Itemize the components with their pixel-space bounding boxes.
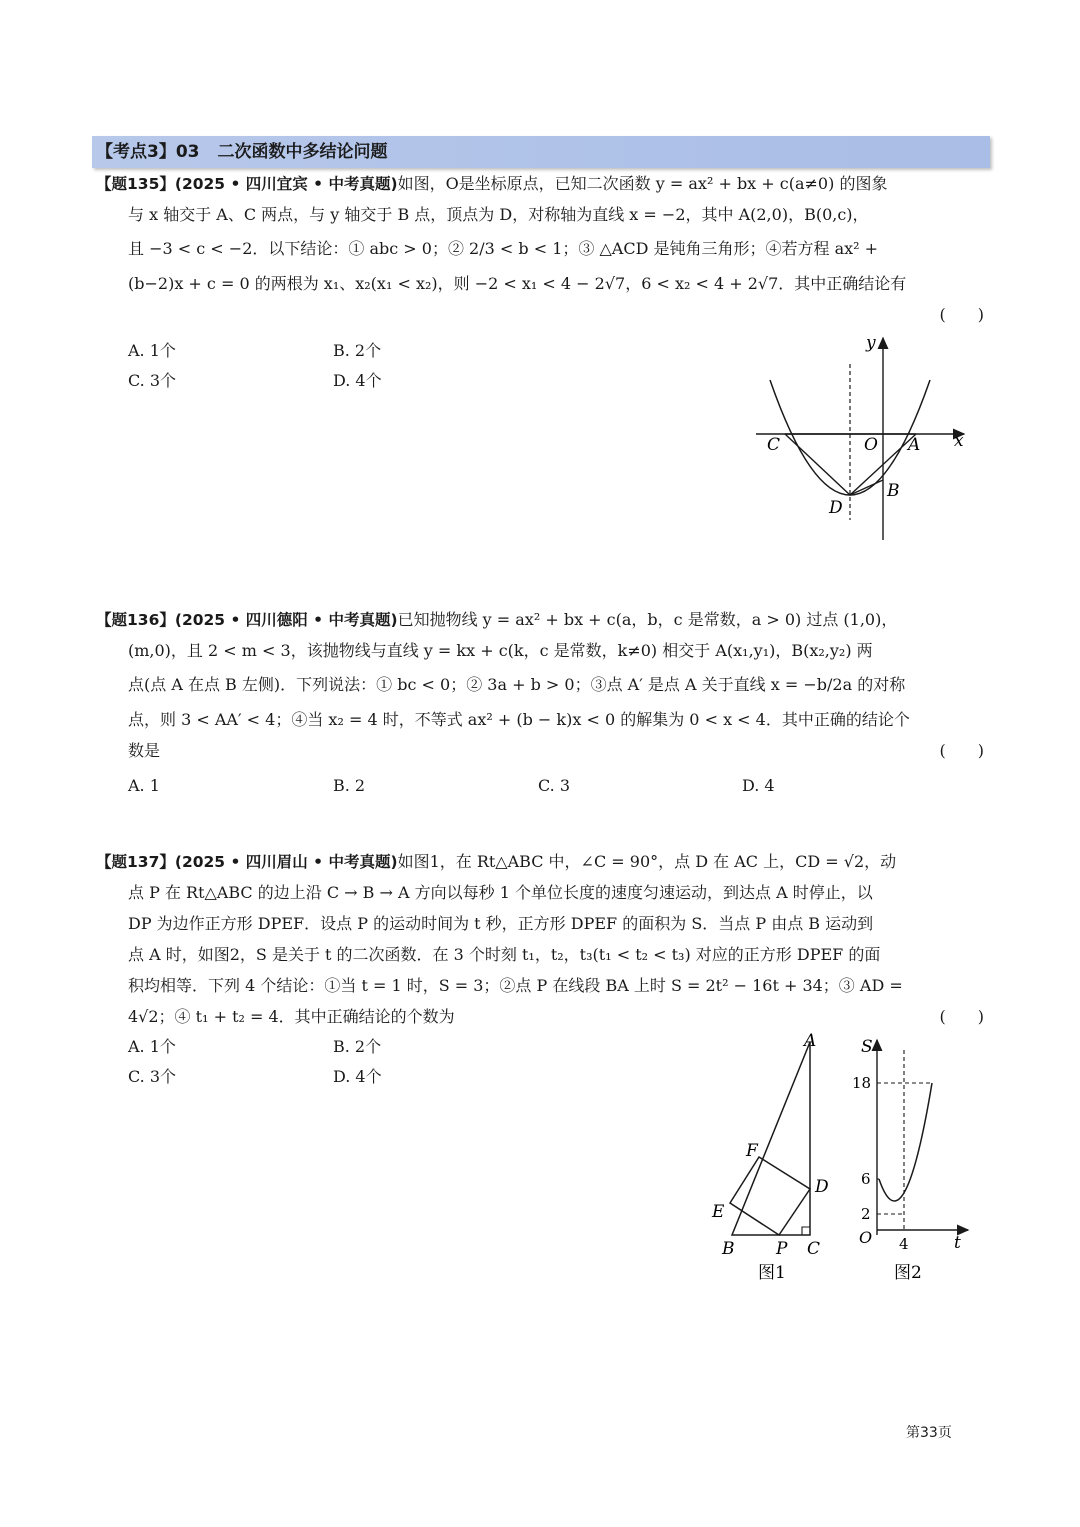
- fig2-label-o: O: [859, 1228, 873, 1247]
- q137-line-3: DP 为边作正方形 DPEF．设点 P 的运动时间为 t 秒，正方形 DPEF 的面积为 S．当点 P 由点 B 运动到: [128, 914, 874, 933]
- label-d: D: [829, 498, 843, 518]
- label-b: B: [887, 481, 900, 501]
- fig2-label-6: 6: [861, 1170, 871, 1188]
- label-y: y: [866, 333, 876, 353]
- fig1-label-a: A: [804, 1031, 817, 1051]
- q135-line-1: 【题135】(2025 • 四川宜宾 • 中考真题)如图，O是坐标原点，已知二次函数 y = ax² + bx + c(a≠0) 的图象: [96, 174, 888, 193]
- q135-tag: 【题135】(2025 • 四川宜宾 • 中考真题): [96, 175, 398, 193]
- fig1-label-f: F: [746, 1141, 758, 1161]
- q137-figure-2: [846, 1030, 976, 1285]
- q136-line-5: 数是 ( ): [96, 735, 984, 766]
- fig1-label-b: B: [722, 1239, 735, 1259]
- fig1-caption: 图1: [758, 1263, 786, 1283]
- q137-option-c[interactable]: C. 3个: [128, 1067, 177, 1086]
- q137-option-a[interactable]: A. 1个: [128, 1037, 176, 1056]
- fig2-caption: 图2: [894, 1263, 922, 1283]
- q136-option-a[interactable]: A. 1: [128, 776, 160, 795]
- q137-tag: 【题137】(2025 • 四川眉山 • 中考真题): [96, 853, 398, 871]
- q136-line-2: (m,0)，且 2 < m < 3，该抛物线与直线 y = kx + c(k，c 是常数，k≠0) 相交于 A(x₁,y₁)，B(x₂,y₂) 两: [128, 641, 873, 660]
- q136-line-4: 点，则 3 < AA′ < 4；④当 x₂ = 4 时，不等式 ax² + (b − k)x < 0 的解集为 0 < x < 4．其中正确的结论个: [128, 710, 910, 729]
- q137-option-d[interactable]: D. 4个: [333, 1067, 382, 1086]
- fig1-label-d: D: [815, 1177, 829, 1197]
- q135-option-d[interactable]: D. 4个: [333, 371, 382, 390]
- right-angle-mark: [802, 1227, 810, 1235]
- q135-option-c[interactable]: C. 3个: [128, 371, 177, 390]
- page-number: 第33页: [906, 1425, 952, 1441]
- q135-answer-line: [96, 299, 984, 330]
- q136-line-3: 点(点 A 在点 B 左侧)．下列说法：① bc < 0；② 3a + b > 0；③点 A′ 是点 A 关于直线 x = −b/2a 的对称: [128, 675, 906, 694]
- q135-answer-paren: ( ): [939, 305, 984, 324]
- label-o: O: [864, 435, 878, 455]
- question-137: [96, 846, 984, 1032]
- q135-option-b[interactable]: B. 2个: [333, 341, 382, 360]
- fig2-label-18: 18: [852, 1074, 872, 1092]
- q135-line-3: 且 −3 < c < −2．以下结论：① abc > 0；② 2/3 < b < 1；③ △ACD 是钝角三角形；④若方程 ax² +: [128, 239, 879, 258]
- q136-answer-paren: ( ): [939, 741, 984, 760]
- section-label: 【考点3】03: [96, 142, 200, 162]
- q137-option-b[interactable]: B. 2个: [333, 1037, 382, 1056]
- q135-option-a[interactable]: A. 1个: [128, 341, 176, 360]
- label-a: A: [908, 435, 921, 455]
- q137-line-5: 积均相等．下列 4 个结论：①当 t = 1 时，S = 3；②点 P 在线段 BA 上时 S = 2t² − 16t + 34；③ AD =: [128, 976, 903, 995]
- s-curve: [879, 1083, 932, 1201]
- q137-answer-paren: ( ): [939, 1007, 984, 1026]
- q137-line-1: 【题137】(2025 • 四川眉山 • 中考真题)如图1，在 Rt△ABC 中，∠C = 90°，点 D 在 AC 上，CD = √2，动: [96, 852, 897, 871]
- fig1-label-e: E: [712, 1202, 725, 1222]
- q136-option-d[interactable]: D. 4: [742, 776, 775, 795]
- question-136: [96, 604, 984, 766]
- q137-line-4: 点 A 时，如图2，S 是关于 t 的二次函数．在 3 个时刻 t₁，t₂，t₃(t₁ < t₂ < t₃) 对应的正方形 DPEF 的面: [128, 945, 881, 964]
- q135-figure: [756, 330, 976, 545]
- fig1-label-c: C: [807, 1239, 821, 1259]
- q135-line-2: 与 x 轴交于 A、C 两点，与 y 轴交于 B 点，顶点为 D，对称轴为直线 x = −2，其中 A(2,0)，B(0,c)，: [128, 205, 869, 224]
- q135-line-4: (b−2)x + c = 0 的两根为 x₁、x₂(x₁ < x₂)，则 −2 < x₁ < 4 − 2√7，6 < x₂ < 4 + 2√7．其中正确结论有: [128, 274, 907, 293]
- q136-line-1: 【题136】(2025 • 四川德阳 • 中考真题)已知抛物线 y = ax² + bx + c(a，b，c 是常数，a > 0) 过点 (1,0)，: [96, 610, 898, 629]
- segment-db: [850, 480, 883, 495]
- q136-tag: 【题136】(2025 • 四川德阳 • 中考真题): [96, 611, 398, 629]
- q137-line-2: 点 P 在 Rt△ABC 的边上沿 C → B → A 方向以每秒 1 个单位长度的速度匀速运动，到达点 A 时停止，以: [128, 883, 873, 902]
- section-header: [92, 136, 990, 168]
- question-135: [96, 168, 984, 330]
- label-x: x: [954, 431, 964, 451]
- fig2-label-4: 4: [899, 1235, 909, 1253]
- fig1-label-p: P: [776, 1239, 788, 1259]
- label-c: C: [767, 435, 781, 455]
- fig2-label-s: S: [861, 1037, 873, 1057]
- fig2-label-t: t: [954, 1233, 961, 1253]
- square-dpef: [730, 1157, 810, 1235]
- fig2-label-2: 2: [861, 1205, 871, 1223]
- section-title: 二次函数中多结论问题: [217, 142, 388, 162]
- q137-line-6: 4√2；④ t₁ + t₂ = 4．其中正确结论的个数为 ( ): [96, 1001, 984, 1032]
- q136-option-b[interactable]: B. 2: [333, 776, 366, 795]
- q136-option-c[interactable]: C. 3: [538, 776, 571, 795]
- q137-figure-1: [706, 1030, 836, 1285]
